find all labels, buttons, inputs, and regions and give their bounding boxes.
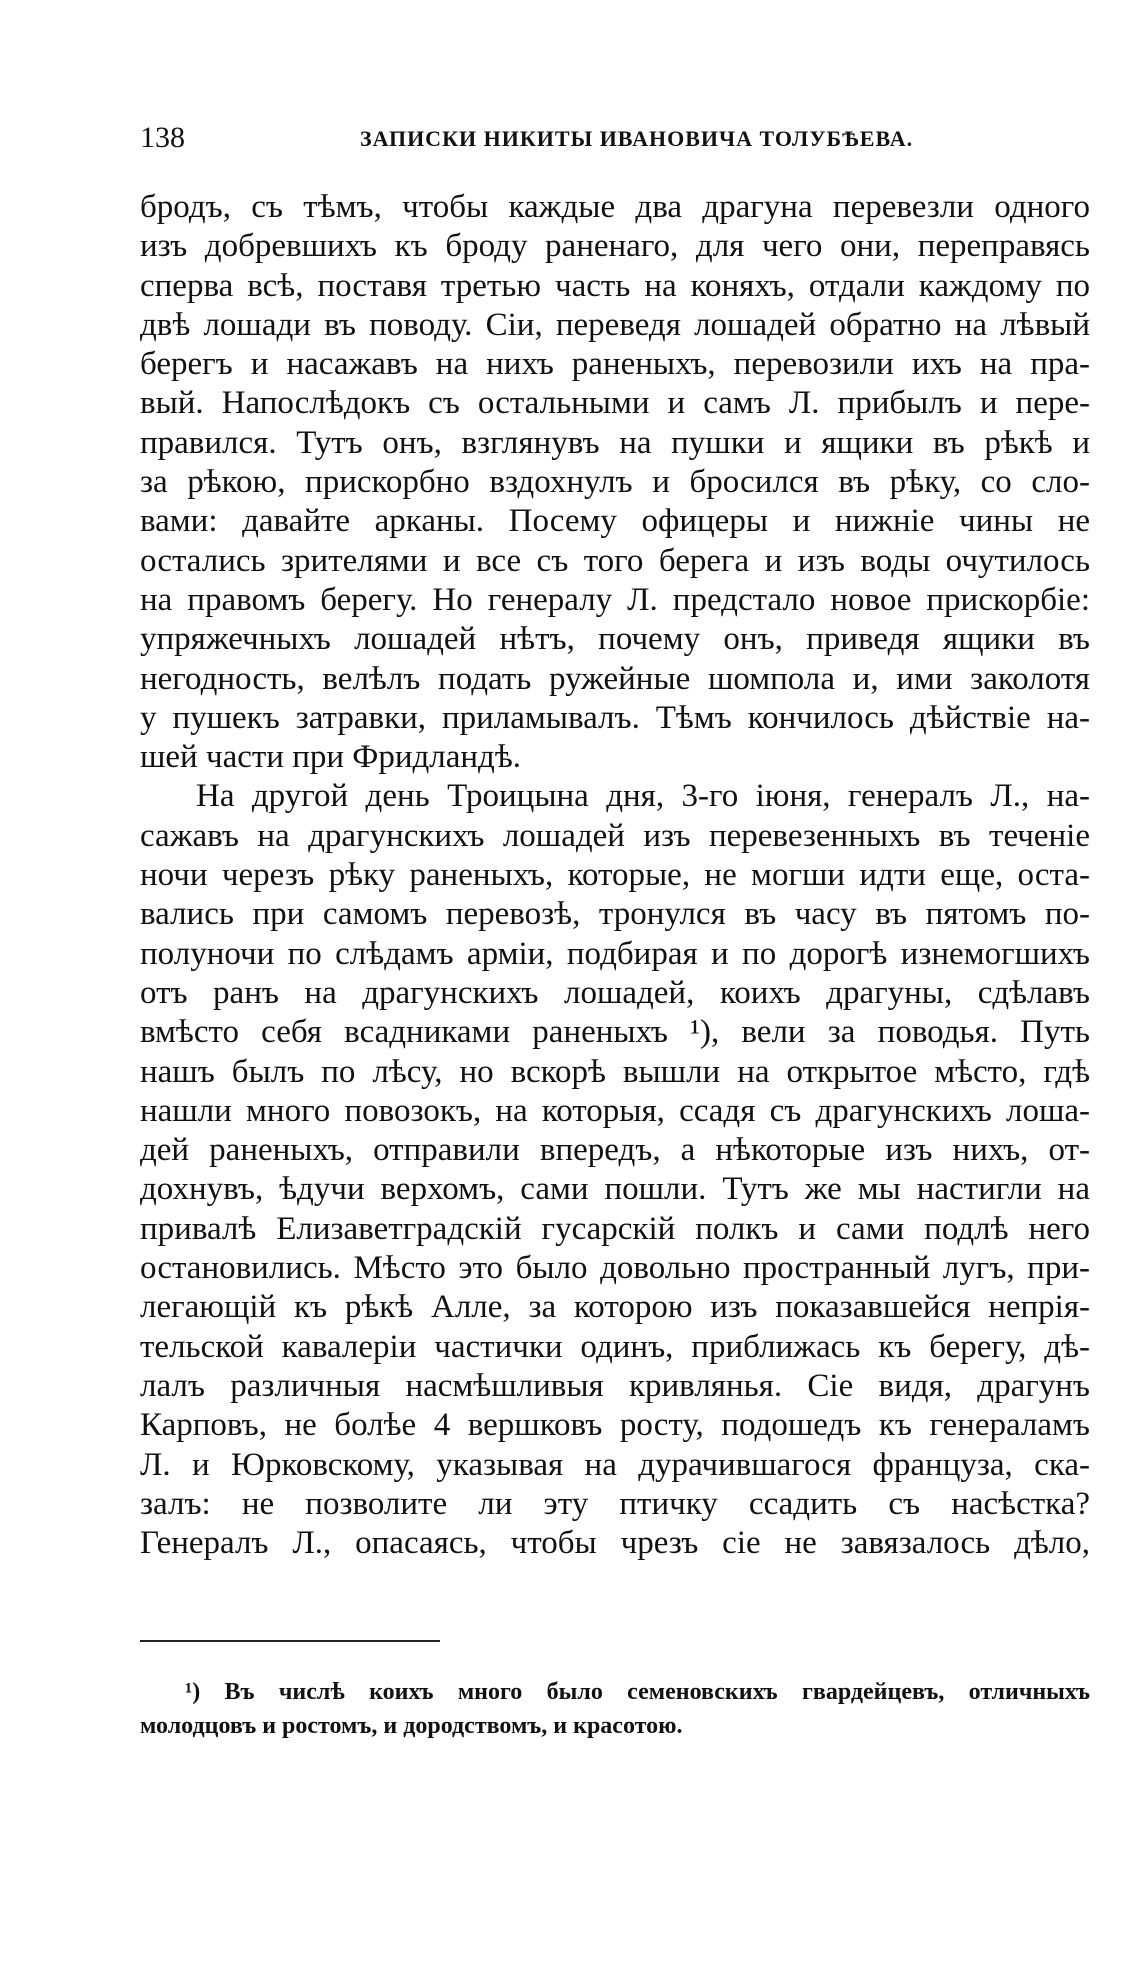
paragraph-start-line: На другой день Троицына дня, 3-го іюня, генералъ Л., на-: [196, 778, 1090, 815]
body-text: [140, 188, 1090, 1563]
text-line: ночи черезъ рѣку раненыхъ, которые, не могши идти еще, оста-: [140, 857, 1090, 894]
text-line: у пушекъ затравки, приламывалъ. Тѣмъ кончилось дѣйствіе на-: [140, 699, 1090, 736]
text-line: остались зрителями и все съ того берега и изъ воды очутилось: [140, 542, 1090, 579]
text-line: вами: давайте арканы. Посему офицеры и нижніе чины не: [140, 503, 1090, 540]
text-line: упряжечныхъ лошадей нѣтъ, почему онъ, приведя ящики въ: [140, 621, 1090, 658]
text-line: за рѣкою, прискорбно вздохнулъ и бросился въ рѣку, со сло-: [140, 464, 1090, 501]
text-line: вмѣсто себя всадниками раненыхъ ¹), вели за поводья. Путь: [140, 1014, 1090, 1051]
page-header: [140, 118, 1090, 158]
footnote-divider: [140, 1640, 440, 1642]
text-line: вый. Напослѣдокъ съ остальными и самъ Л. прибылъ и пере-: [140, 385, 1090, 422]
text-line: Генералъ Л., опасаясь, чтобы чрезъ сіе не завязалось дѣло,: [140, 1525, 1090, 1562]
text-line: на правомъ берегу. Но генералу Л. предстало новое прискорбіе:: [140, 581, 1090, 618]
text-line: берегъ и насажавъ на нихъ раненыхъ, перевозили ихъ на пра-: [140, 346, 1090, 383]
text-line: Карповъ, не болѣе 4 вершковъ росту, подошедъ къ генераламъ: [140, 1407, 1090, 1444]
text-line: негодность, велѣлъ подать ружейные шомпола и, ими заколотя: [140, 660, 1090, 697]
footnote-text: Въ числѣ коихъ много было семеновскихъ гвардейцевъ, отличныхъ: [224, 1679, 1090, 1705]
footnote-marker: ¹): [185, 1679, 201, 1705]
text-line: нашли много повозокъ, на которыя, ссадя съ драгунскихъ лоша-: [140, 1092, 1090, 1129]
text-line: легающій къ рѣкѣ Алле, за которою изъ показавшейся непрія-: [140, 1289, 1090, 1326]
text-line: залъ: не позволите ли эту птичку ссадить съ насѣстка?: [140, 1485, 1090, 1522]
text-line: нашъ былъ по лѣсу, но вскорѣ вышли на открытое мѣсто, гдѣ: [140, 1053, 1090, 1090]
footnotes: [140, 1675, 1090, 1743]
text-line: полуночи по слѣдамъ арміи, подбирая и по дорогѣ изнемогшихъ: [140, 935, 1090, 972]
footnote-line: молодцовъ и ростомъ, и дородствомъ, и красотою.: [140, 1713, 683, 1739]
text-line: шей части при Фридландѣ.: [140, 739, 522, 776]
text-line: дохнувъ, ѣдучи верхомъ, сами пошли. Тутъ же мы настигли на: [140, 1171, 1090, 1208]
text-line: остановились. Мѣсто это было довольно пространный лугъ, при-: [140, 1250, 1090, 1287]
text-line: сажавъ на драгунскихъ лошадей изъ перевезенныхъ въ теченіе: [140, 817, 1090, 854]
text-line: тельской кавалеріи частички одинъ, приближась къ берегу, дѣ-: [140, 1328, 1090, 1365]
text-line: правился. Тутъ онъ, взглянувъ на пушки и ящики въ рѣкѣ и: [140, 424, 1090, 461]
text-line: дей раненыхъ, отправили впередъ, а нѣкоторые изъ нихъ, от-: [140, 1132, 1090, 1169]
text-line: отъ ранъ на драгунскихъ лошадей, коихъ драгуны, сдѣлавъ: [140, 974, 1090, 1011]
page-number: 138: [140, 121, 185, 154]
text-line: изъ добревшихъ къ броду раненаго, для чего они, переправясь: [140, 228, 1090, 265]
text-line: привалѣ Елизаветградскій гусарскій полкъ и сами подлѣ него: [140, 1210, 1090, 1247]
text-line: бродъ, съ тѣмъ, чтобы каждые два драгуна перевезли одного: [140, 189, 1090, 225]
text-line: двѣ лошади въ поводу. Сіи, переведя лошадей обратно на лѣвый: [140, 306, 1090, 343]
text-line: сперва всѣ, поставя третью часть на коняхъ, отдали каждому по: [140, 267, 1090, 304]
page: [140, 118, 1090, 1563]
text-line: вались при самомъ перевозѣ, тронулся въ часу въ пятомъ по-: [140, 896, 1090, 933]
footnote-line: [140, 1675, 1090, 1709]
text-line: лалъ различныя насмѣшливыя кривлянья. Сіе видя, драгунъ: [140, 1367, 1090, 1404]
running-title: ЗАПИСКИ НИКИТЫ ИВАНОВИЧА ТОЛУБѢЕВА.: [360, 126, 914, 151]
text-line: Л. и Юрковскому, указывая на дурачившагося француза, ска-: [140, 1446, 1090, 1483]
